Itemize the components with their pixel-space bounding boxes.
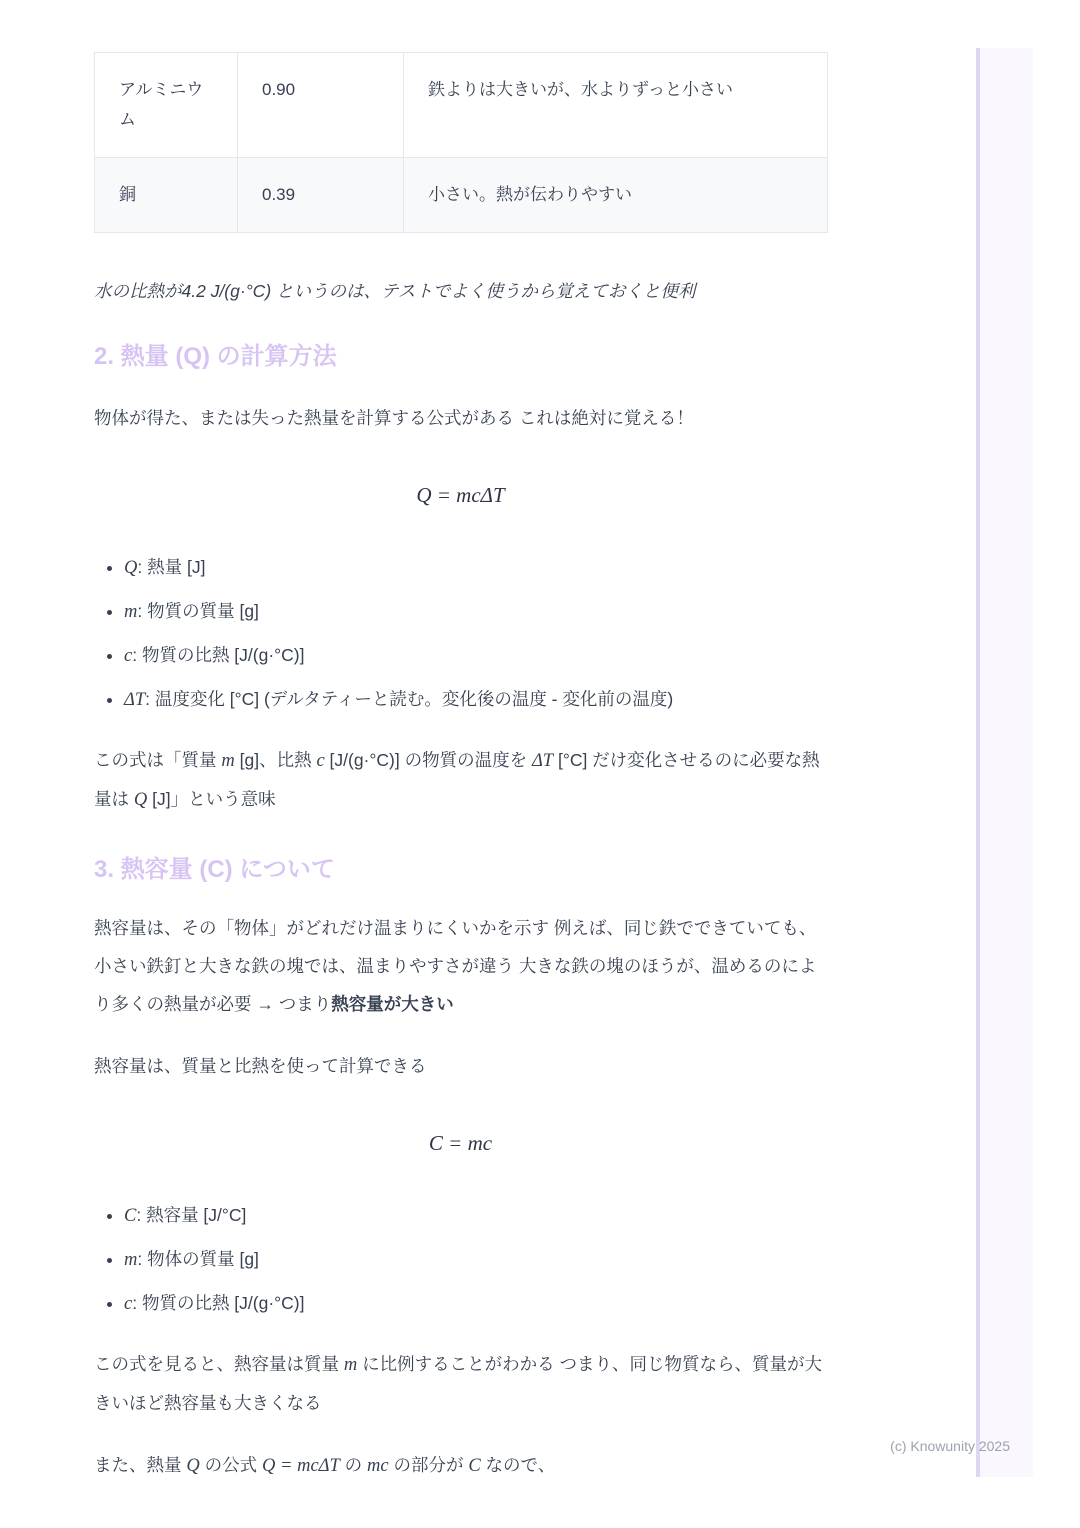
section-heading-heat-quantity: 2. 熱量 (Q) の計算方法 bbox=[94, 343, 337, 370]
note-cell: 小さい。熱が伝わりやすい bbox=[404, 158, 828, 233]
value-cell: 0.39 bbox=[238, 158, 404, 233]
formula-c-mc: C = mc bbox=[428, 1131, 493, 1155]
formula-meaning-paragraph bbox=[94, 741, 827, 819]
text-segment: の公式 bbox=[199, 1455, 262, 1475]
variable-symbol: mc bbox=[367, 1456, 389, 1476]
list-item bbox=[124, 552, 827, 583]
list-item bbox=[124, 684, 827, 715]
heat-quantity-variable-list bbox=[94, 552, 827, 715]
text-segment: この式を見ると、熱容量は質量 bbox=[94, 1354, 344, 1374]
heat-capacity-variable-list bbox=[94, 1200, 827, 1319]
text-segment: [°C] だけ変化させるのに必要な熱量は bbox=[94, 750, 820, 809]
variable-symbol: m bbox=[221, 751, 235, 771]
variable-symbol: ΔT bbox=[531, 751, 554, 771]
variable-symbol: m bbox=[124, 1250, 138, 1270]
text-segment: この式は「質量 bbox=[94, 750, 222, 770]
list-item bbox=[124, 640, 827, 671]
variable-symbol: Q bbox=[133, 790, 148, 810]
tip-italic-note: 水の比熱が4.2 J/(g·°C) というのは、テストでよく使うから覚えておくと便利 bbox=[94, 281, 696, 301]
variable-description: : 物質の比熱 [J/(g·°C)] bbox=[132, 1293, 305, 1313]
specific-heat-table bbox=[94, 52, 828, 233]
variable-symbol: m bbox=[124, 602, 138, 622]
text-segment: [g]、比熱 bbox=[234, 750, 317, 770]
variable-symbol: Q bbox=[186, 1456, 200, 1476]
value-cell: 0.90 bbox=[238, 53, 404, 158]
variable-description: : 物質の質量 [g] bbox=[137, 601, 259, 621]
heat-capacity-explain-paragraph bbox=[94, 909, 827, 1023]
note-cell: 鉄よりは大きいが、水よりずっと小さい bbox=[404, 53, 828, 158]
text-segment: [J/(g·°C)] の物質の温度を bbox=[324, 750, 532, 770]
text-segment: なので、 bbox=[480, 1455, 556, 1475]
document-page bbox=[94, 52, 827, 1509]
list-item bbox=[124, 1288, 827, 1319]
material-cell: アルミニウム bbox=[95, 53, 238, 158]
table-row bbox=[95, 158, 828, 233]
scrollbar-track[interactable] bbox=[976, 48, 1033, 1477]
list-item bbox=[124, 1244, 827, 1275]
variable-symbol: C bbox=[124, 1206, 137, 1226]
variable-symbol: c bbox=[316, 751, 325, 771]
variable-symbol: m bbox=[343, 1355, 358, 1375]
text-segment: また、熱量 bbox=[94, 1455, 187, 1475]
table-row bbox=[95, 53, 828, 158]
text-segment: に比例することがわかる つまり、同じ物質なら、質量が大きいほど熱容量も大きくなる bbox=[94, 1354, 822, 1413]
variable-description: : 物質の比熱 [J/(g·°C)] bbox=[132, 645, 305, 665]
bold-emphasis: 熱容量が大きい bbox=[331, 994, 454, 1014]
material-cell: 銅 bbox=[95, 158, 238, 233]
formula-relation-paragraph bbox=[94, 1446, 827, 1485]
text-segment: 熱容量は、その「物体」がどれだけ温まりにくいかを示す 例えば、同じ鉄でできていても、小さい鉄釘と大きな鉄の塊では、温まりやすさが違う 大きな鉄の塊のほうが、温めるのにより多くの熱量が必要 → つまり bbox=[94, 918, 817, 1014]
text-segment: [J]」という意味 bbox=[147, 789, 276, 809]
proportionality-paragraph bbox=[94, 1345, 827, 1422]
variable-description: : 熱容量 [J/°C] bbox=[136, 1205, 247, 1225]
variable-description: : 物体の質量 [g] bbox=[137, 1249, 259, 1269]
text-segment: の bbox=[339, 1455, 368, 1475]
variable-description: : 温度変化 [°C] (デルタティーと読む。変化後の温度 - 変化前の温度) bbox=[145, 689, 674, 709]
list-item bbox=[124, 596, 827, 627]
variable-symbol: c bbox=[124, 1294, 133, 1314]
text-segment: の部分が bbox=[388, 1455, 469, 1475]
list-item bbox=[124, 1200, 827, 1231]
variable-symbol: ΔT bbox=[124, 690, 146, 710]
copyright-watermark: (c) Knowunity 2025 bbox=[890, 1438, 1010, 1454]
heat-quantity-intro: 物体が得た、または失った熱量を計算する公式がある これは絶対に覚える！ bbox=[94, 408, 694, 428]
variable-symbol: Q bbox=[124, 558, 138, 578]
heat-capacity-calc-paragraph: 熱容量は、質量と比熱を使って計算できる bbox=[94, 1056, 427, 1076]
variable-description: : 熱量 [J] bbox=[137, 557, 206, 577]
formula-q-mcdt: Q = mcΔT bbox=[416, 483, 505, 507]
variable-symbol: C bbox=[468, 1456, 481, 1476]
section-heading-heat-capacity: 3. 熱容量 (C) について bbox=[94, 856, 335, 883]
inline-formula: Q = mcΔT bbox=[261, 1456, 340, 1476]
variable-symbol: c bbox=[124, 646, 133, 666]
